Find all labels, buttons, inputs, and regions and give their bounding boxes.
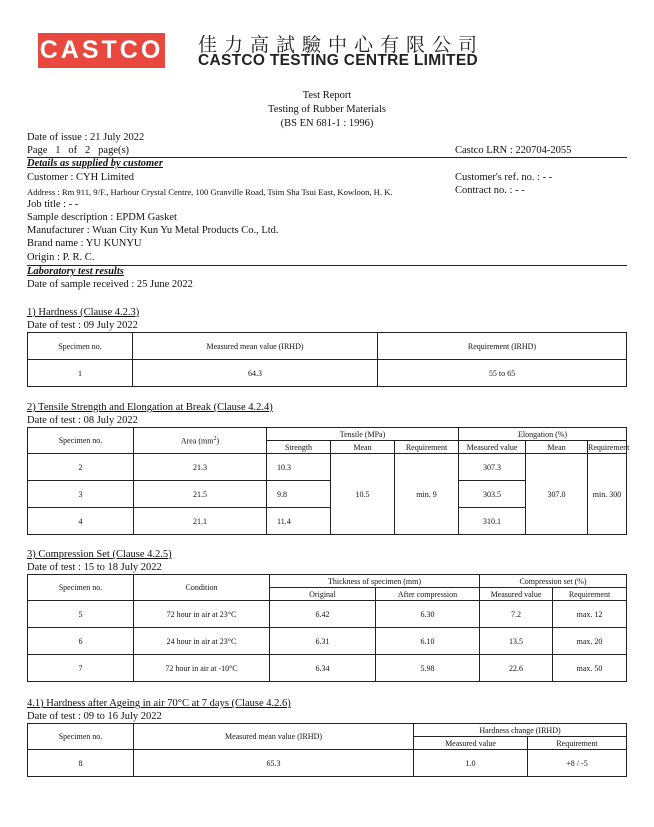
table-row xyxy=(28,360,627,387)
cell-area: 21.1 xyxy=(134,508,267,535)
cell-specimen: 8 xyxy=(28,750,134,777)
table-row xyxy=(28,655,627,682)
customer-details-heading: Details as supplied by customer xyxy=(27,158,163,169)
header-strength: Strength xyxy=(267,441,331,454)
cell-requirement: max. 20 xyxy=(553,628,627,655)
cell-requirement: max. 12 xyxy=(553,601,627,628)
cell-specimen: 3 xyxy=(28,481,134,508)
cell-measured: 7.2 xyxy=(480,601,553,628)
header-elongation: Elongation (%) xyxy=(459,428,627,441)
cell-specimen: 2 xyxy=(28,454,134,481)
header-hardness-change: Hardness change (IRHD) xyxy=(414,724,627,737)
cell-elongation: 310.1 xyxy=(459,508,526,535)
lab-results-heading: Laboratory test results xyxy=(27,266,124,277)
cell-requirement: max. 50 xyxy=(553,655,627,682)
ageing-table xyxy=(27,723,627,777)
cell-original: 6.34 xyxy=(270,655,376,682)
table-row xyxy=(28,601,627,628)
cell-specimen: 7 xyxy=(28,655,134,682)
sample-description: Sample description : EPDM Gasket xyxy=(27,212,177,223)
cell-measured-mean: 65.3 xyxy=(134,750,414,777)
cell-condition: 72 hour in air at -10°C xyxy=(134,655,270,682)
cell-after: 6.30 xyxy=(376,601,480,628)
cell-measured: 22.6 xyxy=(480,655,553,682)
section-tensile-date: Date of test : 08 July 2022 xyxy=(27,415,138,426)
cell-elongation: 307.3 xyxy=(459,454,526,481)
cell-condition: 72 hour in air at 23°C xyxy=(134,601,270,628)
sample-received-date: Date of sample received : 25 June 2022 xyxy=(27,279,193,290)
section-ageing-date: Date of test : 09 to 16 July 2022 xyxy=(27,711,162,722)
cell-measured: 64.3 xyxy=(133,360,378,387)
header-measured-mean: Measured mean value (IRHD) xyxy=(133,333,378,360)
section-compression-date: Date of test : 15 to 18 July 2022 xyxy=(27,562,162,573)
table-row xyxy=(28,628,627,655)
header-original: Original xyxy=(270,588,376,601)
header-requirement: Requirement xyxy=(588,442,630,452)
company-chinese-name: 佳力高試驗中心有限公司 xyxy=(198,34,485,56)
header-mean: Mean xyxy=(526,441,588,454)
cell-requirement: +8 / -5 xyxy=(528,750,627,777)
manufacturer: Manufacturer : Wuan City Kun Yu Metal Products Co., Ltd. xyxy=(27,225,279,236)
castco-lrn: Castco LRN : 220704-2055 xyxy=(455,145,572,156)
header-measured-mean: Measured mean value (IRHD) xyxy=(134,724,414,750)
company-english-name: CASTCO TESTING CENTRE LIMITED xyxy=(198,52,478,69)
table-row xyxy=(28,750,627,777)
brand-name: Brand name : YU KUNYU xyxy=(27,238,142,249)
compression-table xyxy=(27,574,627,682)
section-tensile-title: 2) Tensile Strength and Elongation at Break (Clause 4.2.4) xyxy=(27,402,273,413)
header-thickness: Thickness of specimen (mm) xyxy=(270,575,480,588)
date-of-issue: Date of issue : 21 July 2022 xyxy=(27,132,145,143)
header-requirement: Requirement (IRHD) xyxy=(378,333,627,360)
castco-logo: CASTCO xyxy=(38,33,165,68)
cell-elongation-mean: 307.0 xyxy=(526,454,588,535)
header-specimen-no: Specimen no. xyxy=(28,428,134,454)
table-row xyxy=(28,454,627,481)
cell-area: 21.5 xyxy=(134,481,267,508)
contract-no: Contract no. : - - xyxy=(455,185,525,196)
cell-area: 21.3 xyxy=(134,454,267,481)
section-hardness-title: 1) Hardness (Clause 4.2.3) xyxy=(27,307,140,318)
cell-specimen: 4 xyxy=(28,508,134,535)
customer-ref-no: Customer's ref. no. : - - xyxy=(455,172,553,183)
cell-condition: 24 hour in air at 23°C xyxy=(134,628,270,655)
cell-strength: 11.4 xyxy=(267,508,331,535)
header-measured-value: Measured value xyxy=(414,737,528,750)
header-requirement: Requirement xyxy=(395,441,459,454)
cell-specimen: 6 xyxy=(28,628,134,655)
header-tensile: Tensile (MPa) xyxy=(267,428,459,441)
header-requirement: Requirement xyxy=(553,588,627,601)
header-after-compression: After compression xyxy=(376,588,480,601)
header-area: Area $(mm^2)$ xyxy=(134,428,267,454)
header-measured-value: Measured value xyxy=(480,588,553,601)
header-condition: Condition xyxy=(134,575,270,601)
cell-elongation: 303.5 xyxy=(459,481,526,508)
cell-after: 6.10 xyxy=(376,628,480,655)
page-number: Page 1 of 2 page(s) xyxy=(27,145,130,156)
cell-measured: 1.0 xyxy=(414,750,528,777)
report-title: Test Report xyxy=(302,90,352,101)
header-compression-set: Compression set (%) xyxy=(480,575,627,588)
cell-measured: 13.5 xyxy=(480,628,553,655)
section-compression-title: 3) Compression Set (Clause 4.2.5) xyxy=(27,549,172,560)
cell-requirement: 55 to 65 xyxy=(378,360,627,387)
job-title: Job title : - - xyxy=(27,199,79,210)
report-standard: (BS EN 681-1 : 1996) xyxy=(280,118,374,129)
header-specimen-no: Specimen no. xyxy=(28,724,134,750)
cell-specimen: 1 xyxy=(28,360,133,387)
origin: Origin : P. R. C. xyxy=(27,252,95,263)
header-specimen-no: Specimen no. xyxy=(28,333,133,360)
hardness-table xyxy=(27,332,627,387)
header-specimen-no: Specimen no. xyxy=(28,575,134,601)
cell-elongation-requirement: min. 300 xyxy=(588,454,627,535)
header-measured-value: Measured value xyxy=(459,441,526,454)
cell-tensile-mean: 10.5 xyxy=(331,454,395,535)
header-mean: Mean xyxy=(331,441,395,454)
cell-original: 6.31 xyxy=(270,628,376,655)
customer-name: Customer : CYH Limited xyxy=(27,172,135,183)
section-ageing-title: 4.1) Hardness after Ageing in air 70°C at 7 days (Clause 4.2.6) xyxy=(27,698,291,709)
report-subtitle: Testing of Rubber Materials xyxy=(268,104,386,115)
cell-tensile-requirement: min. 9 xyxy=(395,454,459,535)
cell-original: 6.42 xyxy=(270,601,376,628)
cell-strength: 10.3 xyxy=(267,454,331,481)
section-hardness-date: Date of test : 09 July 2022 xyxy=(27,320,138,331)
cell-specimen: 5 xyxy=(28,601,134,628)
tensile-table xyxy=(27,427,630,535)
cell-after: 5.98 xyxy=(376,655,480,682)
header-requirement: Requirement xyxy=(528,737,627,750)
cell-strength: 9.8 xyxy=(267,481,331,508)
customer-address: Address : Rm 911, 9/F., Harbour Crystal Centre, 100 Granville Road, Tsim Sha Tsui East, Kowloon, H. K. xyxy=(27,187,393,197)
